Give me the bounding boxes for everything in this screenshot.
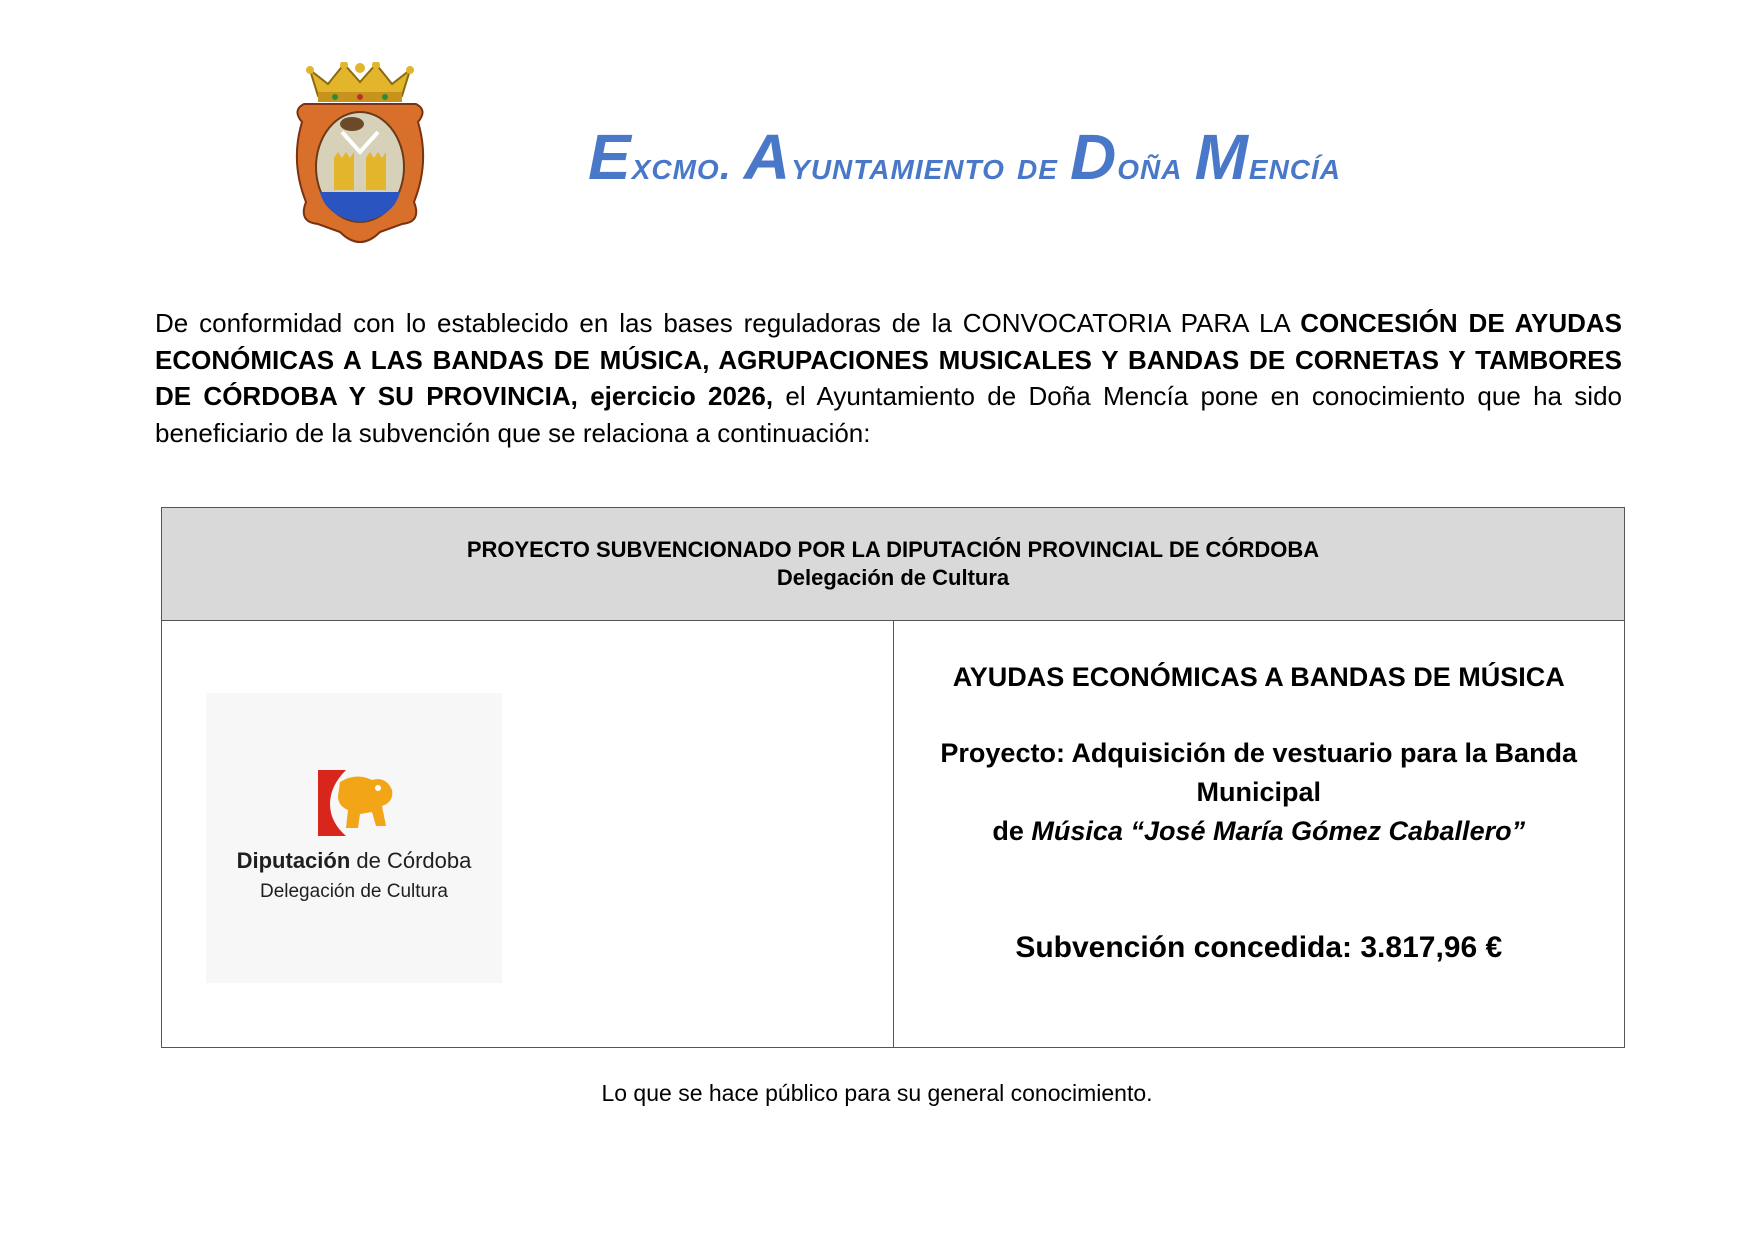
header-line-2: Delegación de Cultura bbox=[776, 565, 1010, 590]
info-cell bbox=[893, 621, 1625, 1048]
closing-text: Lo que se hace público para su general conocimiento. bbox=[601, 1080, 1153, 1106]
intro-paragraph: De conformidad con lo establecido en las bases reguladoras de la CONVOCATORIA PARA LA CONCESIÓN DE AYUDAS ECONÓMICAS A LAS BANDAS DE MÚSICA, AGRUPACIONES MUSICALES Y BANDAS DE CORNETAS Y TAMBORES DE CÓRDOBA Y SU PROVINCIA, ejercicio 2026, el Ayuntamiento de Doña Mencía pone en conocimiento que ha sido beneficiario de la subvención que se relaciona a continuación: bbox=[155, 308, 1622, 448]
subsidy-table bbox=[161, 507, 1625, 1048]
diputacion-logo bbox=[206, 693, 502, 983]
coat-of-arms-icon bbox=[290, 62, 430, 252]
municipality-title: Excmo. Ayuntamiento de Doña Mencía bbox=[588, 121, 1342, 193]
project-line-2: de Música “José María Gómez Caballero” bbox=[992, 816, 1526, 846]
header-line-1: PROYECTO SUBVENCIONADO POR LA DIPUTACIÓN PROVINCIAL DE CÓRDOBA bbox=[466, 537, 1320, 562]
project-description bbox=[894, 734, 1625, 851]
subsidy-amount: Subvención concedida: 3.817,96 € bbox=[1015, 931, 1503, 964]
project-line-1: Proyecto: Adquisición de vestuario para la Banda Municipal bbox=[940, 738, 1578, 807]
logo-cell bbox=[162, 621, 894, 1048]
logo-subtitle: Delegación de Cultura bbox=[259, 881, 448, 902]
diputacion-lion-icon bbox=[316, 768, 396, 838]
aid-heading: AYUDAS ECONÓMICAS A BANDAS DE MÚSICA bbox=[952, 662, 1565, 692]
logo-name: Diputación de Córdoba bbox=[236, 848, 472, 873]
subsidy-table-header bbox=[162, 508, 1625, 621]
